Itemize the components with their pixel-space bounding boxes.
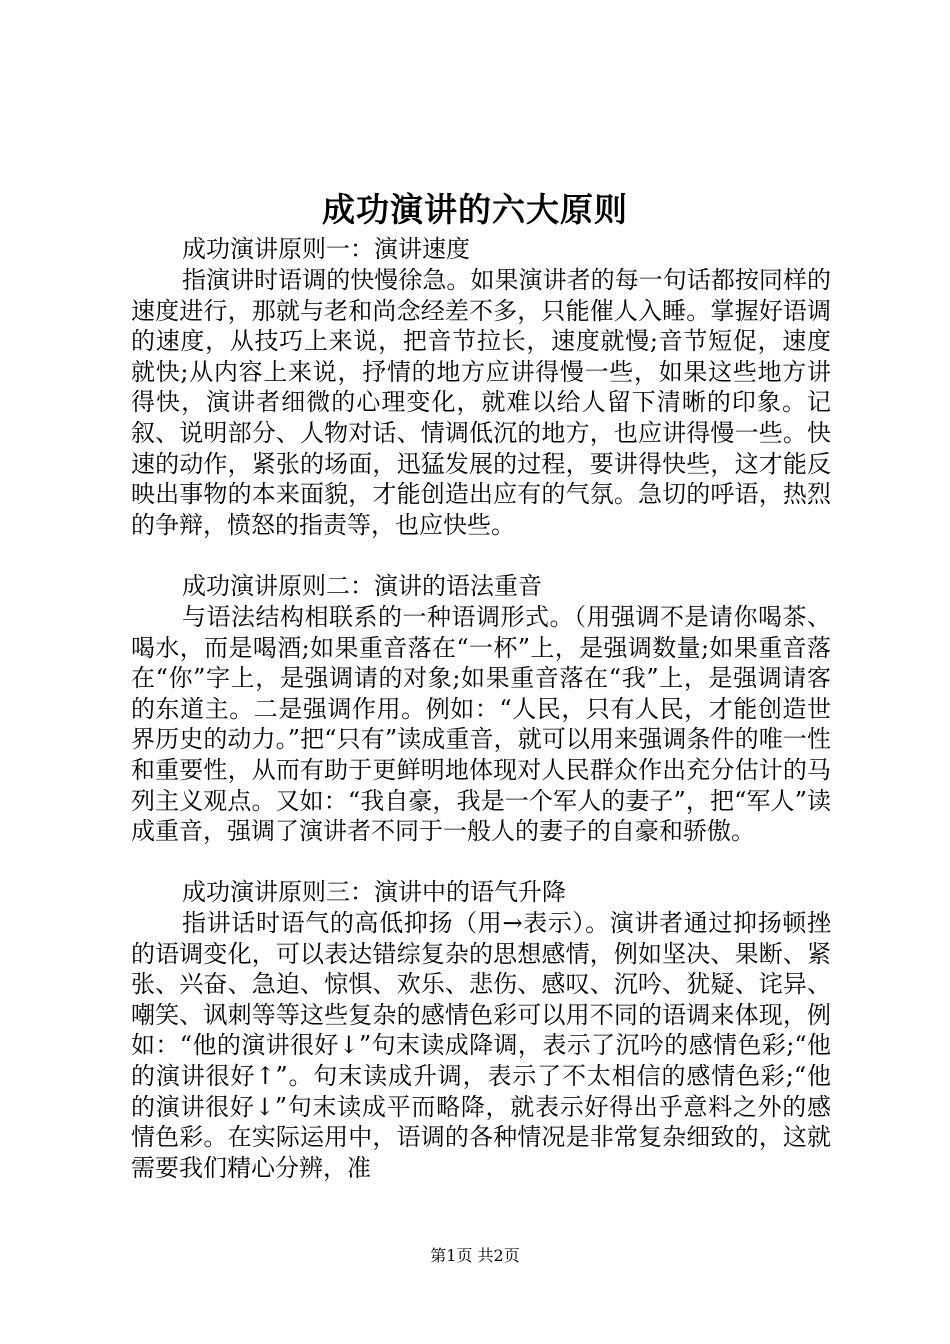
paragraph-text: 指演讲时语调的快慢徐急。如果演讲者的每一句话都按同样的速度进行，那就与老和尚念经差不多，只能催人入睡。掌握好语调的速度，从技巧上来说，把音节拉长，速度就慢;音节短促，速度就快;从内容上来说，抒情的地方应讲得慢一些，如果这些地方讲得快，演讲者细微的心理变化，就难以给人留下清晰的印象。记叙、说明部分、人物对话、情调低沉的地方，也应讲得慢一些。快速的动作，紧张的场面，迅猛发展的过程，要讲得快些，这才能反映出事物的本来面貌，才能创造出应有的气氛。急切的呼语，热烈的争辩，愤怒的指责等，也应快些。 <box>131 266 831 539</box>
page-footer: 第1页 共2页 <box>430 1246 520 1265</box>
paragraph-text: 与语法结构相联系的一种语调形式。（用强调不是请你喝茶、喝水，而是喝酒;如果重音落在“一杯”上，是强调数量;如果重音落在“你”字上，是强调请的对象;如果重音落在“我”上，是强调请客的东道主。二是强调作用。例如：“人民，只有人民，才能创造世界历史的动力。”把“只有”读成重音，就可以用来强调条件的唯一性和重要性，从而有助于更鲜明地体现对人民群众作出充分估计的马列主义观点。又如：“我自豪，我是一个军人的妻子”，把“军人”读成重音，强调了演讲者不同于一般人的妻子的自豪和骄傲。 <box>131 603 831 846</box>
section-paragraph-2 <box>131 602 831 847</box>
section-paragraph-1 <box>131 265 831 540</box>
section-paragraph-3 <box>131 908 831 1183</box>
section-heading-3: 成功演讲原则三：演讲中的语气升降 <box>182 878 566 906</box>
document-title: 成功演讲的六大原则 <box>322 190 628 229</box>
paragraph-text: 指讲话时语气的高低抑扬（用→表示）。演讲者通过抑扬顿挫的语调变化，可以表达错综复杂的思想感情，例如坚决、果断、紧张、兴奋、急迫、惊惧、欢乐、悲伤、感叹、沉吟、犹疑、诧异、嘲笑、讽刺等等这些复杂的感情色彩可以用不同的语调来体现，例如：“他的演讲很好↓”句末读成降调，表示了沉吟的感情色彩;“他的演讲很好↑”。句末读成升调，表示了不太相信的感情色彩;“他的演讲很好↓”句末读成平而略降，就表示好得出乎意料之外的感情色彩。在实际运用中，语调的各种情况是非常复杂细致的，这就需要我们精心分辨，准 <box>131 909 831 1182</box>
section-heading-2: 成功演讲原则二：演讲的语法重音 <box>182 572 542 600</box>
section-heading-1: 成功演讲原则一：演讲速度 <box>182 235 470 263</box>
